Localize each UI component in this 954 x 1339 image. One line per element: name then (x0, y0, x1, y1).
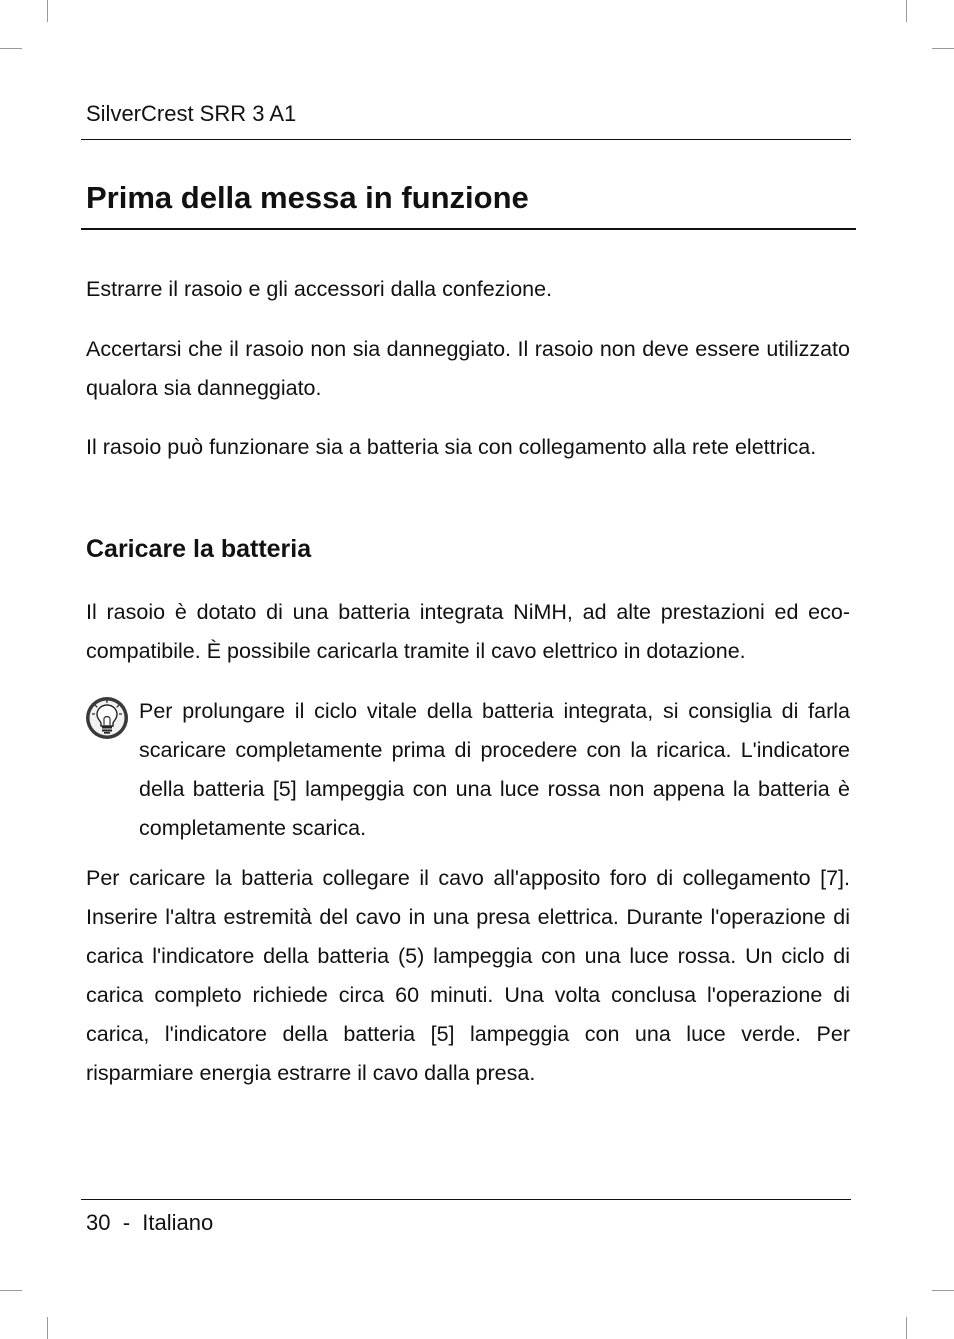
footer-separator: - (122, 1210, 131, 1235)
crop-mark (932, 1290, 954, 1291)
paragraph-battery-info: Il rasoio è dotato di una batteria integrata NiMH, ad alte prestazioni ed eco-compatibile. È possibile caricarla tramite il cavo elettrico in dotazione. (86, 600, 850, 663)
subsection-heading: Caricare la batteria (86, 535, 312, 563)
crop-mark (906, 1317, 907, 1339)
footer-language: Italiano (142, 1210, 214, 1235)
crop-mark (0, 1290, 22, 1291)
crop-mark (906, 0, 907, 22)
header-rule (81, 139, 851, 140)
paragraph-check-damage: Accertarsi che il rasoio non sia danneggiato. Il rasoio non deve essere utilizzato qualora sia danneggiato. (86, 337, 850, 400)
running-header: SilverCrest SRR 3 A1 (86, 101, 297, 126)
heading-rule (81, 228, 856, 230)
tip-text: Per prolungare il ciclo vitale della batteria integrata, si consiglia di farla scaricare completamente prima di procedere con la ricarica. L'indicatore della batteria [5] lampeggia con una luce rossa non appena la batteria è completamente scarica. (139, 699, 850, 840)
crop-mark (0, 48, 22, 49)
paragraph-unpack: Estrarre il rasoio e gli accessori dalla confezione. (86, 277, 553, 301)
crop-mark (47, 1317, 48, 1339)
paragraph-charging-procedure: Per caricare la batteria collegare il cavo all'apposito foro di collegamento [7]. Inserire l'altra estremità del cavo in una presa elettrica. Durante l'operazione di carica l'indicatore della batteria (5) lampeggia con una luce rossa. Un ciclo di carica completo richiede circa 60 minuti. Una volta conclusa l'operazione di carica, l'indicatore della batteria [5] lampeggia con una luce verde. Per risparmiare energia estrarre il cavo dalla presa. (86, 866, 850, 1085)
paragraph-power-modes: Il rasoio può funzionare sia a batteria sia con collegamento alla rete elettrica. (86, 435, 817, 459)
crop-mark (47, 0, 48, 22)
lightbulb-icon (85, 696, 129, 740)
section-heading: Prima della messa in funzione (86, 180, 529, 215)
footer-rule (81, 1199, 851, 1200)
page-footer (86, 1208, 213, 1238)
crop-mark (932, 48, 954, 49)
page-number: 30 (86, 1210, 111, 1235)
